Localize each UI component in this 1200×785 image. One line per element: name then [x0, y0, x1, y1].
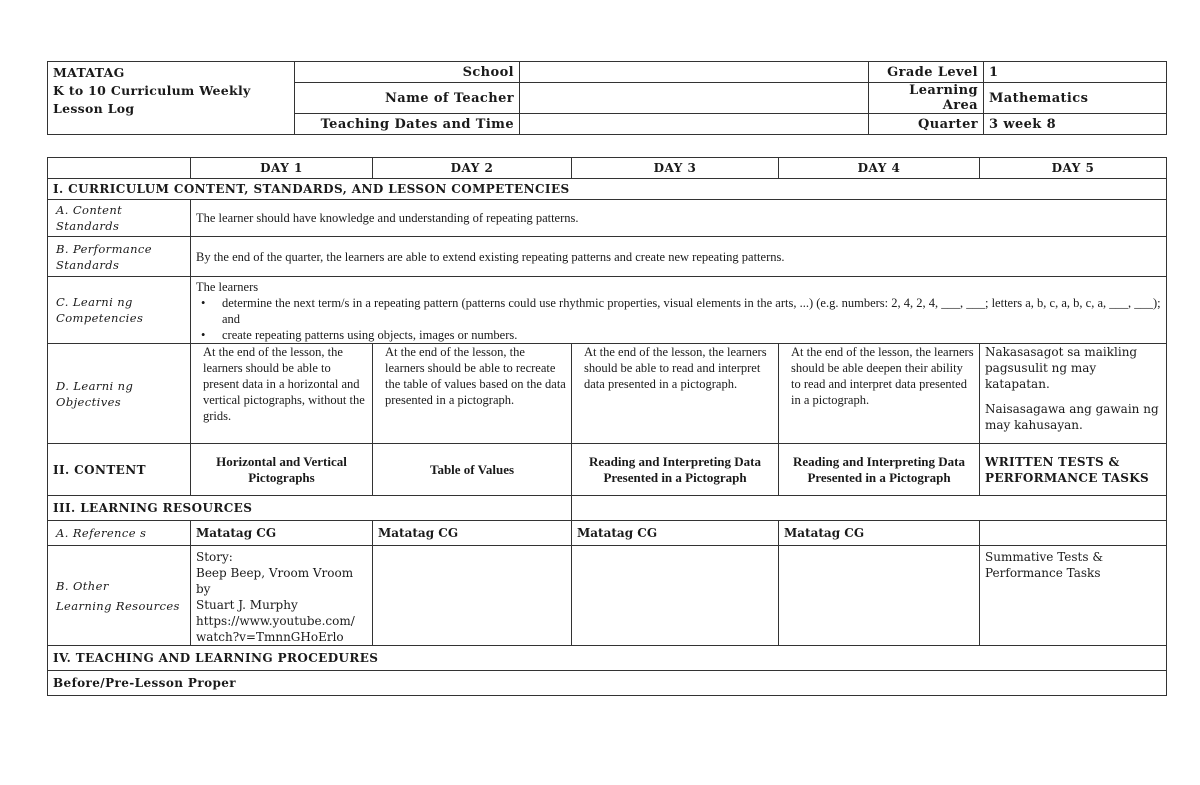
performance-standards-text: By the end of the quarter, the learners are able to extend existing repeating patterns and create new repeating patterns. [191, 237, 1167, 277]
label-line: B. Performance [56, 241, 152, 256]
school-label: School [295, 62, 520, 83]
other-resources-day2 [373, 546, 572, 646]
label-line: A. Content [56, 203, 123, 217]
content-standards-text: The learner should have knowledge and understanding of repeating patterns. [191, 200, 1167, 237]
reference-day2: Matatag CG [373, 521, 572, 546]
label-line: Standards [56, 257, 120, 272]
competency-item: • create repeating patterns using objects, images or numbers. [222, 327, 1161, 343]
label-line: Objectives [56, 394, 122, 409]
section-heading-procedures: IV. TEACHING AND LEARNING PROCEDURES [48, 646, 1167, 671]
title-line: MATATAG [53, 65, 125, 80]
objective-day5 [980, 344, 1167, 444]
reference-day1: Matatag CG [191, 521, 373, 546]
lesson-log-table [47, 157, 1167, 696]
label-line: Competencies [56, 311, 144, 325]
label-line: D. Learni ng [56, 378, 134, 393]
label-line: Standards [56, 219, 120, 233]
day-header-row [48, 158, 1167, 179]
learning-competencies-label [48, 277, 191, 344]
reference-day4: Matatag CG [779, 521, 980, 546]
reference-day5 [980, 521, 1167, 546]
title-line: K to 10 Curriculum Weekly [53, 83, 251, 98]
resource-line: Stuart J. Murphy [196, 598, 298, 612]
resources-blank-cell [572, 496, 1167, 521]
quarter-field[interactable]: 3 week 8 [984, 114, 1167, 135]
grade-level-label: Grade Level [869, 62, 984, 83]
teaching-dates-label: Teaching Dates and Time [295, 114, 520, 135]
grade-level-field[interactable]: 1 [984, 62, 1167, 83]
learning-area-label: Learning Area [869, 83, 984, 114]
content-label: II. CONTENT [48, 444, 191, 496]
before-lesson-heading: Before/Pre-Lesson Proper [48, 671, 1167, 696]
other-resources-day3 [572, 546, 779, 646]
resource-line: Performance Tasks [985, 566, 1101, 580]
teacher-field[interactable] [520, 83, 869, 114]
label-line: Learning Resources [56, 598, 180, 613]
competencies-intro: The learners [196, 280, 259, 294]
label-line: B. Other [56, 578, 109, 593]
resource-line: Summative Tests & [985, 550, 1104, 564]
teaching-dates-field[interactable] [520, 114, 869, 135]
objective-day3: At the end of the lesson, the learners should be able to read and interpret data presented in a pictograph. [572, 344, 779, 444]
day-header: DAY 3 [572, 158, 779, 179]
document-title [48, 62, 295, 135]
label-line: C. Learni ng [56, 295, 133, 309]
other-resources-day5 [980, 546, 1167, 646]
teacher-label: Name of Teacher [295, 83, 520, 114]
other-resources-day4 [779, 546, 980, 646]
resource-line: Story: [196, 550, 233, 564]
objective-day5-line: Nakasasagot sa maikling pagsusulit ng may katapatan. [985, 345, 1138, 391]
objective-day2: At the end of the lesson, the learners should be able to recreate the table of values based on the data presented in a pictograph. [373, 344, 572, 444]
content-day1: Horizontal and Vertical Pictographs [191, 444, 373, 496]
references-label: A. Reference s [48, 521, 191, 546]
competency-item: • determine the next term/s in a repeating pattern (patterns could use rhythmic properties, visual elements in the arts, ...) (e.g. numbers: 2, 4, 2, 4, ___, ___; letters a, b, c, a, b, c, a, ___, ___); and [222, 295, 1161, 327]
title-line: Lesson Log [53, 101, 135, 116]
day-header: DAY 2 [373, 158, 572, 179]
other-resources-day1 [191, 546, 373, 646]
day-header: DAY 1 [191, 158, 373, 179]
resource-line: Beep Beep, Vroom Vroom by [196, 566, 354, 596]
content-day4: Reading and Interpreting Data Presented in a Pictograph [779, 444, 980, 496]
content-day5: WRITTEN TESTS & PERFORMANCE TASKS [980, 444, 1167, 496]
competencies-list [196, 295, 1161, 343]
learning-competencies-text [191, 277, 1167, 344]
objective-day4: At the end of the lesson, the learners should be able deepen their ability to read and interpret data presented in a pictograph. [779, 344, 980, 444]
resource-link[interactable]: watch?v=TmnnGHoErlo [196, 630, 344, 644]
content-day2: Table of Values [373, 444, 572, 496]
objective-day5-line: Naisasagawa ang gawain ng may kahusayan. [985, 402, 1159, 432]
performance-standards-label [48, 237, 191, 277]
reference-day3: Matatag CG [572, 521, 779, 546]
section-heading-resources: III. LEARNING RESOURCES [48, 496, 572, 521]
learning-area-field[interactable]: Mathematics [984, 83, 1167, 114]
quarter-label: Quarter [869, 114, 984, 135]
resource-link[interactable]: https://www.youtube.com/ [196, 614, 355, 628]
school-field[interactable] [520, 62, 869, 83]
other-resources-label [48, 546, 191, 646]
day-header: DAY 4 [779, 158, 980, 179]
objective-day1: At the end of the lesson, the learners should be able to present data in a horizontal and vertical pictographs, without the grids. [191, 344, 373, 444]
content-day3: Reading and Interpreting Data Presented in a Pictograph [572, 444, 779, 496]
content-standards-label [48, 200, 191, 237]
lesson-log-header [47, 61, 1167, 135]
day-header: DAY 5 [980, 158, 1167, 179]
section-heading-curriculum: I. CURRICULUM CONTENT, STANDARDS, AND LESSON COMPETENCIES [48, 179, 1167, 200]
learning-objectives-label [48, 344, 191, 444]
corner-cell [48, 158, 191, 179]
